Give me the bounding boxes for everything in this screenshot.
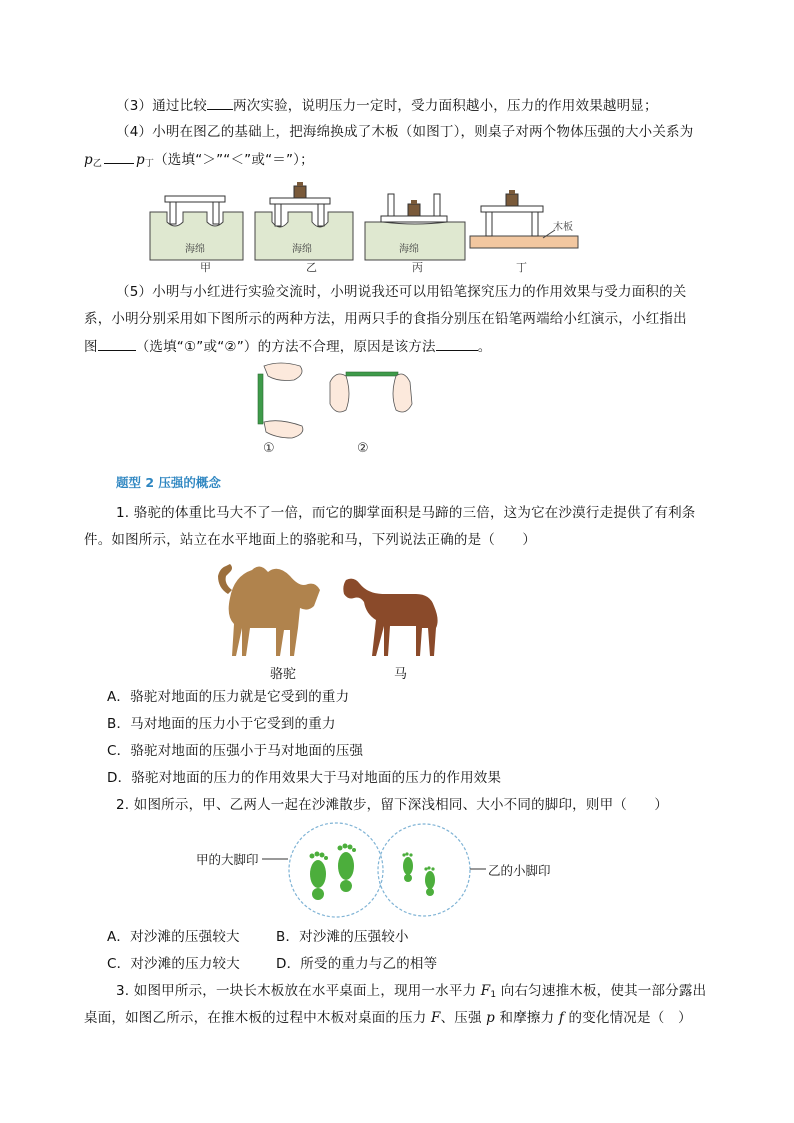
setup-jia [150,196,243,260]
big-footprint-circle [289,823,383,917]
small-footprint-icon [402,852,435,896]
q4-p-sub-2: 丁 [144,159,155,169]
q5-text-a: 图 [84,339,98,355]
p3-F-symbol: F [431,1010,441,1026]
big-footprint-icon [310,844,357,901]
p3-text-1b: 向右匀速推木板，使其一部分露出 [496,983,707,999]
q3-text-pre: （3）通过比较 [116,98,207,114]
camel-image [218,564,320,656]
p3-text-2c: 和摩擦力 [495,1010,559,1026]
q4-line2 [84,149,314,174]
q3-text-post: 两次实验，说明压力一定时，受力面积越小，压力的作用效果越明显； [233,98,658,114]
p2-option-b[interactable]: B．对沙滩的压强较小 [276,929,409,945]
p2-option-a[interactable]: A．对沙滩的压强较大 [107,929,240,945]
q4-blank[interactable] [104,149,134,164]
setup-yi [255,182,353,260]
p3-f-symbol: f [558,1010,565,1026]
section-title: 题型 2 压强的概念 [116,475,221,490]
q5-line1: （5）小明与小红进行实验交流时，小明说我还可以用铅笔探究压力的作用效果与受力面积的关 [116,284,687,300]
small-footprint-circle [378,824,470,916]
horse-label: 马 [394,667,408,682]
q3-blank[interactable] [207,95,233,110]
p1-line1: 1. 骆驼的体重比马大不了一倍，而它的脚掌面积是马蹄的三倍，这为它在沙漠行走提供了有利条 [116,505,696,521]
q5-blank-1[interactable] [98,336,136,351]
q5-text-c: 。 [477,339,492,355]
p1-line2: 件。如图所示，站立在水平地面上的骆驼和马，下列说法正确的是（ ） [84,532,537,548]
q5-text-b: （选填“①”或“②”）的方法不合理，原因是该方法 [135,339,436,355]
q4-p-sub: 乙 [92,159,103,169]
pencil-method-2 [330,372,412,412]
q5-line2: 系，小明分别采用如下图所示的两种方法，用两只手的食指分别压在铅笔两端给小红演示，小红指出 [84,311,687,327]
p1-option-a[interactable]: A．骆驼对地面的压力就是它受到的重力 [107,689,350,705]
p1-option-b[interactable]: B．马对地面的压力小于它受到的重力 [107,716,336,732]
setup-ding [470,190,578,248]
p3-text-2b: 、压强 [440,1010,487,1026]
caption-jia: 甲 [200,261,211,274]
q3-line [116,95,658,116]
p3-text-2a: 桌面，如图乙所示，在推木板的过程中木板对桌面的压力 [84,1010,431,1026]
horse-image [343,579,437,656]
p3-line1 [116,981,706,1005]
p3-line2 [84,1008,692,1028]
p3-p-symbol: p [486,1010,496,1026]
q4-line1: （4）小明在图乙的基础上，把海绵换成了木板（如图丁），则桌子对两个物体压强的大小关系为 [116,124,694,140]
p3-F1-symbol: F [480,983,491,999]
p2-option-d[interactable]: D．所受的重力与乙的相等 [276,956,438,972]
p3-F1-sub: 1 [490,990,497,1000]
big-footprint-label: 甲的大脚印 [196,852,259,867]
pencil-method-1 [258,363,303,438]
caption-ding: 丁 [516,261,527,274]
q5-line3 [84,336,491,357]
q4-p-symbol-2: p [136,152,145,168]
q4-p-symbol: p [84,152,93,168]
p2-line1: 2. 如图所示，甲、乙两人一起在沙滩散步，留下深浅相同、大小不同的脚印，则甲（ ） [116,797,669,813]
p3-text-1a: 3. 如图甲所示，一块长木板放在水平桌面上，现用一水平力 [116,983,481,999]
camel-horse-figure [208,558,448,662]
setup-bing [365,194,465,260]
board-label: 木板 [553,222,573,233]
q4-choices: （选填“＞”“＜”或“＝”）； [154,152,314,168]
p1-option-d[interactable]: D．骆驼对地面的压力的作用效果大于马对地面的压力的作用效果 [107,770,502,786]
pencil-label-1: ① [263,441,275,456]
caption-yi: 乙 [306,261,317,274]
pencil-label-2: ② [357,441,369,456]
camel-label: 骆驼 [270,667,297,682]
sponge-experiment-figure [145,182,595,274]
pencil-figure [250,360,420,442]
caption-bing: 丙 [412,261,423,274]
sponge-label-bing: 海绵 [399,244,419,255]
p2-option-c[interactable]: C．对沙滩的压力较大 [107,956,240,972]
sponge-label-jia: 海绵 [185,244,205,255]
sponge-label-yi: 海绵 [292,244,312,255]
p1-option-c[interactable]: C．骆驼对地面的压强小于马对地面的压强 [107,743,364,759]
small-footprint-label: 乙的小脚印 [488,863,551,878]
p3-text-2d: 的变化情况是（ ） [564,1010,692,1026]
q5-blank-2[interactable] [436,336,478,351]
